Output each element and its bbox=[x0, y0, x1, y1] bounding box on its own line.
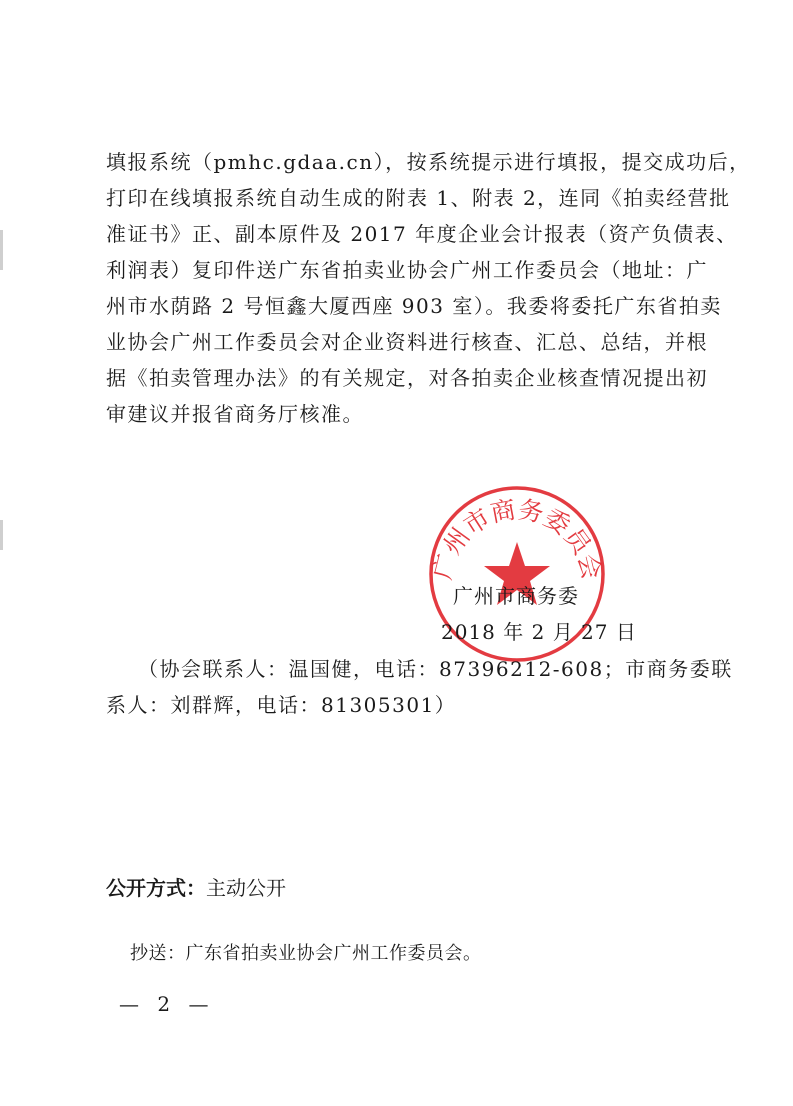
signature-date: 2018 年 2 月 27 日 bbox=[441, 620, 637, 644]
cc-recipients: 抄送：广东省拍卖业协会广州工作委员会。 bbox=[130, 943, 482, 964]
disclosure-method bbox=[106, 877, 286, 899]
signature-org: 广州市商务委 bbox=[453, 584, 579, 608]
body-line: 准证书》正、副本原件及 2017 年度企业会计报表（资产负债表、 bbox=[106, 222, 738, 246]
scan-edge-mark-bottom bbox=[0, 520, 3, 550]
scan-edge-mark-top bbox=[0, 230, 3, 270]
body-line: 利润表）复印件送广东省拍卖业协会广州工作委员会（地址：广 bbox=[106, 258, 708, 282]
body-line: 审建议并报省商务厅核准。 bbox=[106, 402, 364, 426]
body-line: 打印在线填报系统自动生成的附表 1、附表 2，连同《拍卖经营批 bbox=[106, 186, 731, 210]
page-number: — 2 — bbox=[119, 992, 215, 1016]
contact-line: （协会联系人：温国健，电话：87396212-608；市商务委联 bbox=[138, 657, 733, 681]
seal-text: 广州市商务委员会 bbox=[427, 494, 607, 583]
body-line: 据《拍卖管理办法》的有关规定，对各拍卖企业核查情况提出初 bbox=[106, 366, 708, 390]
contact-line: 系人：刘群辉，电话：81305301） bbox=[106, 693, 457, 717]
disclosure-label: 公开方式： bbox=[106, 876, 206, 900]
body-line: 业协会广州工作委员会对企业资料进行核查、汇总、总结，并根 bbox=[106, 330, 708, 354]
disclosure-value: 主动公开 bbox=[206, 876, 286, 900]
body-line: 州市水荫路 2 号恒鑫大厦西座 903 室）。我委将委托广东省拍卖 bbox=[106, 294, 722, 318]
body-line: 填报系统（pmhc.gdaa.cn），按系统提示进行填报，提交成功后， bbox=[106, 150, 751, 174]
